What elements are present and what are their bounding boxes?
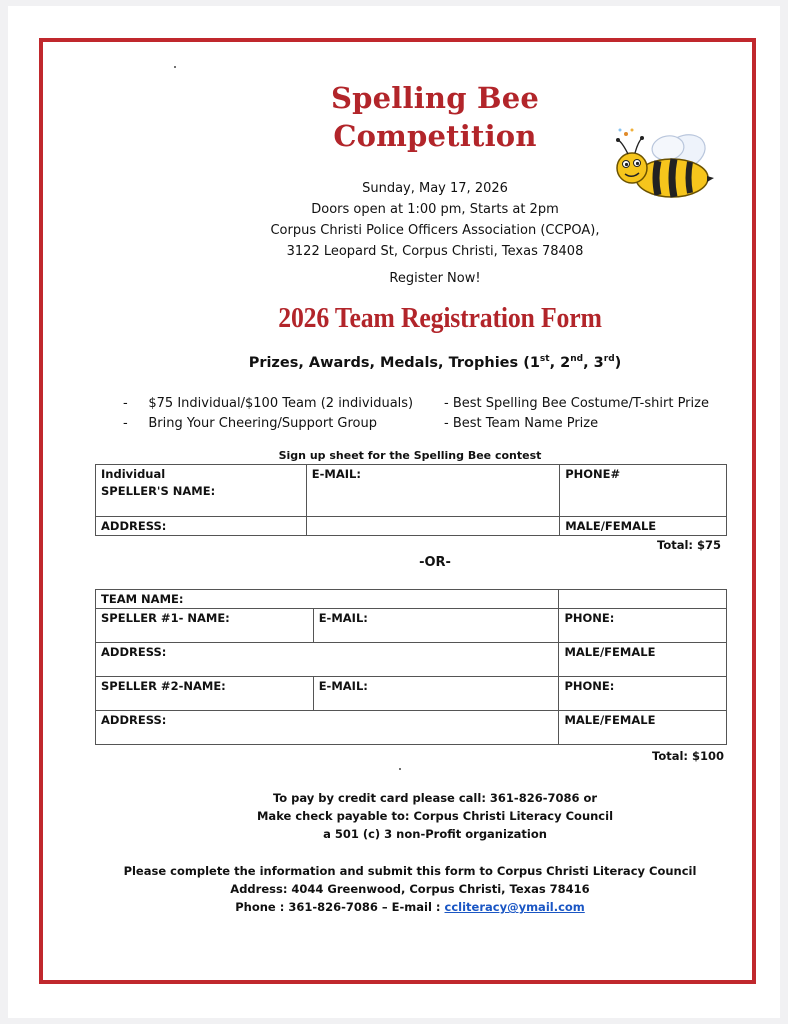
email-label: E-MAIL: — [311, 467, 361, 481]
event-time: Doors open at 1:00 pm, Starts at 2pm — [311, 202, 559, 217]
individual-signup-table — [95, 464, 727, 536]
payment-line: Make check payable to: Corpus Christi Literacy Council — [256, 809, 614, 823]
speller1-name-cell[interactable] — [96, 609, 314, 643]
individual-name-cell[interactable] — [96, 465, 307, 517]
team-name-extra-cell[interactable] — [559, 590, 727, 609]
signup-heading: Sign up sheet for the Spelling Bee contest — [278, 449, 542, 462]
phone-label: PHONE# — [565, 467, 621, 481]
event-title — [300, 79, 570, 155]
address-label: ADDRESS: — [101, 519, 167, 533]
payment-info — [170, 789, 700, 843]
title-line-2: Competition — [333, 119, 537, 153]
speller2-address-cell[interactable] — [96, 711, 559, 745]
team-name-cell[interactable] — [96, 590, 559, 609]
or-divider: -OR- — [419, 555, 451, 570]
payment-line: To pay by credit card please call: 361-826-7086 or — [272, 791, 598, 805]
speller2-name-cell[interactable] — [96, 677, 314, 711]
phone-label: PHONE: — [564, 611, 615, 625]
gender-label: MALE/FEMALE — [565, 519, 657, 533]
speller1-gender-cell[interactable] — [559, 643, 727, 677]
speller1-email-cell[interactable] — [313, 609, 559, 643]
bullet-item: - $75 Individual/$100 Team (2 individuals) — [123, 396, 414, 411]
speller1-phone-cell[interactable] — [559, 609, 727, 643]
submission-line: Please complete the information and submit this form to Corpus Christi Literacy Council — [123, 864, 697, 878]
bullet-list-left — [123, 394, 413, 434]
team-name-label: TEAM NAME: — [101, 592, 184, 606]
individual-address-extra-cell[interactable] — [306, 517, 559, 536]
bullet-item: - Best Spelling Bee Costume/T-shirt Prize — [444, 396, 709, 411]
team-total: Total: $100 — [652, 749, 725, 763]
submission-line: Address: 4044 Greenwood, Corpus Christi, Texas 78416 — [230, 882, 590, 896]
individual-email-cell[interactable] — [306, 465, 559, 517]
bullet-item: - Bring Your Cheering/Support Group — [123, 416, 377, 431]
bullet-list-right — [444, 394, 709, 434]
phone-label: PHONE: — [564, 679, 615, 693]
team-signup-table — [95, 589, 727, 745]
gender-label: MALE/FEMALE — [564, 645, 656, 659]
speck-mark — [174, 66, 176, 68]
individual-label: Individual — [101, 467, 166, 481]
payment-line: a 501 (c) 3 non-Profit organization — [323, 827, 547, 841]
individual-address-cell[interactable] — [96, 517, 307, 536]
individual-gender-cell[interactable] — [560, 517, 727, 536]
individual-total: Total: $75 — [657, 538, 722, 552]
register-now-text: Register Now! — [389, 271, 481, 286]
speller2-gender-cell[interactable] — [559, 711, 727, 745]
event-address: 3122 Leopard St, Corpus Christi, Texas 78408 — [286, 244, 584, 259]
individual-phone-cell[interactable] — [560, 465, 727, 517]
title-line-1: Spelling Bee — [331, 81, 539, 115]
speller2-email-cell[interactable] — [313, 677, 559, 711]
form-title: 2026 Team Registration Form — [278, 303, 602, 334]
prizes-heading: Prizes, Awards, Medals, Trophies (1st, 2nd, 3rd) — [248, 354, 622, 371]
speller1-name-label: SPELLER #1- NAME: — [101, 611, 230, 625]
speck-mark — [399, 768, 401, 770]
address-label: ADDRESS: — [101, 645, 167, 659]
bullet-item: - Best Team Name Prize — [444, 416, 599, 431]
address-label: ADDRESS: — [101, 713, 167, 727]
event-details — [170, 178, 700, 262]
speller2-phone-cell[interactable] — [559, 677, 727, 711]
speller2-name-label: SPELLER #2-NAME: — [101, 679, 226, 693]
email-label: E-MAIL: — [318, 679, 368, 693]
speller1-address-cell[interactable] — [96, 643, 559, 677]
event-date: Sunday, May 17, 2026 — [362, 181, 508, 196]
speller-name-label: SPELLER'S NAME: — [101, 484, 216, 498]
submission-contact-line: Phone : 361-826-7086 – E-mail : ccliteracy@ymail.com — [235, 900, 585, 914]
email-label: E-MAIL: — [318, 611, 368, 625]
submission-info — [120, 862, 700, 916]
gender-label: MALE/FEMALE — [564, 713, 656, 727]
email-link[interactable]: ccliteracy@ymail.com — [444, 900, 585, 914]
event-venue: Corpus Christi Police Officers Association (CCPOA), — [270, 223, 600, 238]
